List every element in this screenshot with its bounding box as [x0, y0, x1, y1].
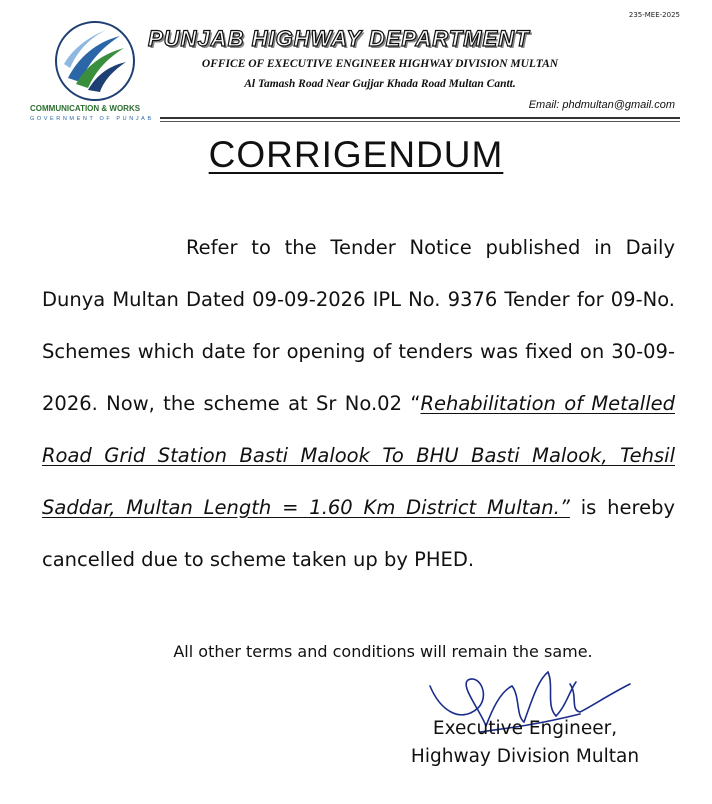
department-title: PUNJAB HIGHWAY DEPARTMENT [148, 26, 530, 51]
document-title-text: CORRIGENDUM [208, 134, 504, 175]
signatory-office: Highway Division Multan [410, 746, 640, 767]
office-email: Email: phdmultan@gmail.com [528, 99, 675, 111]
logo-caption: COMMUNICATION & WORKS [30, 104, 141, 113]
header-divider-thin [160, 121, 680, 122]
notice-text-intro: Refer to the Tender Notice published in Daily Dunya Multan Dated 09-09-2026 IPL No. 9376 Tender for 09-No. Schemes which date for opening of tenders was fixed on 30-09-2026. Now, the scheme at Sr No.02 “ [42, 236, 675, 415]
closing-statement: All other terms and conditions will remain the same. [173, 642, 593, 661]
office-name: OFFICE OF EXECUTIVE ENGINEER HIGHWAY DIVISION MULTAN [201, 58, 559, 70]
communication-works-logo [30, 12, 160, 122]
office-address: Al Tamash Road Near Gujjar Khada Road Multan Cantt. [244, 78, 516, 90]
signatory-title: Executive Engineer, [432, 718, 618, 739]
header-divider [160, 117, 680, 119]
logo-emblem-icon [54, 20, 136, 102]
document-title [0, 134, 712, 176]
logo-subcaption: GOVERNMENT OF PUNJAB [30, 116, 154, 122]
notice-text-conclusion: is hereby cancelled due to scheme taken up by PHED. [42, 496, 675, 571]
reference-code: 235-MEE-2025 [628, 11, 680, 19]
notice-body [42, 222, 675, 586]
cancelled-scheme-name: Rehabilitation of Metalled Road Grid Station Basti Malook To BHU Basti Malook, Tehsil Saddar, Multan Length = 1.60 Km District Multan.” [42, 392, 675, 519]
